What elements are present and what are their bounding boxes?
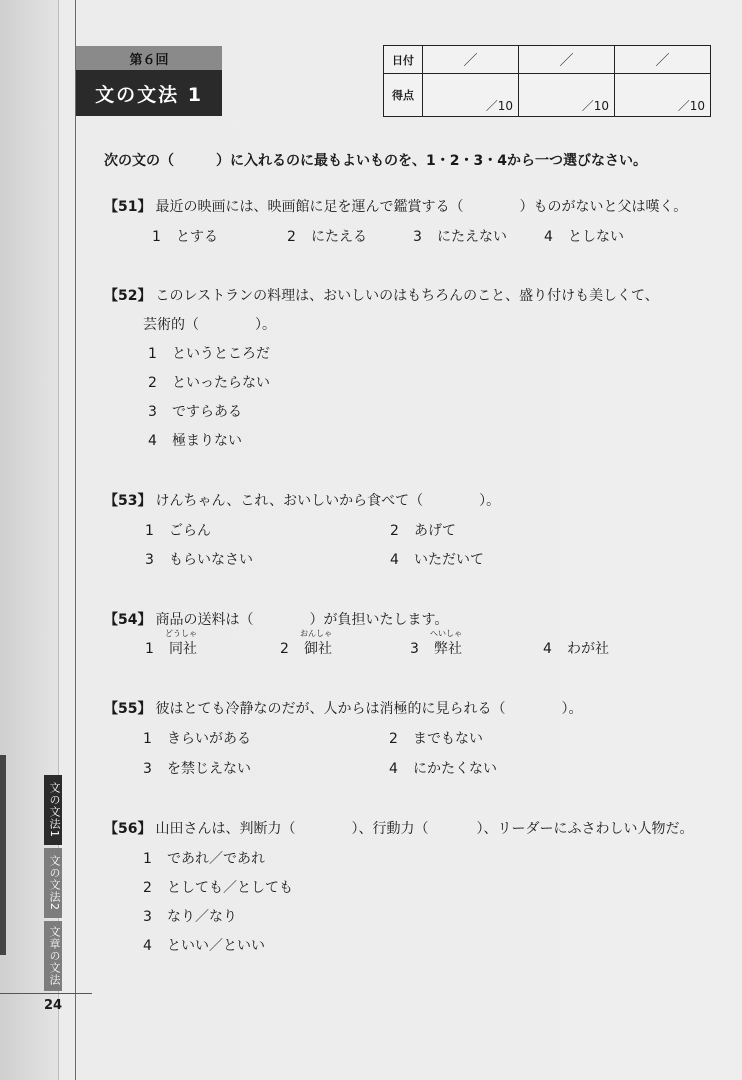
option-54-4[interactable]: 4 わが社 xyxy=(543,641,609,657)
option-54-3[interactable]: 3 へいしゃ 弊社 xyxy=(410,629,462,657)
side-tab-grammar-2[interactable]: 文の文法2 xyxy=(44,848,62,918)
date-label: 日付 xyxy=(384,46,423,74)
margin-line xyxy=(75,0,76,1080)
option-54-2[interactable]: 2 おんしゃ 御社 xyxy=(280,629,332,657)
side-tab-text-grammar[interactable]: 文章の文法 xyxy=(44,921,62,991)
question-number: 【54】 xyxy=(104,612,152,628)
lesson-title: 文の文法 1 xyxy=(76,70,222,116)
question-51: 【51】 最近の映画には、映画館に足を運んで鑑賞する（ ）ものがないと父は嘆く。 xyxy=(104,199,688,215)
option-52-2[interactable]: 2 といったらない xyxy=(148,375,270,391)
date-cell-2[interactable]: ／ xyxy=(519,46,615,74)
option-52-1[interactable]: 1 というところだ xyxy=(148,346,270,362)
question-52-line-2: 芸術的（ ）。 xyxy=(143,317,276,333)
option-54-1[interactable]: 1 どうしゃ 同社 xyxy=(145,629,197,657)
lesson-number: 第６回 xyxy=(76,46,222,70)
furigana: どうしゃ xyxy=(165,629,197,638)
furigana: おんしゃ xyxy=(300,629,332,638)
option-53-4[interactable]: 4 いただいて xyxy=(390,552,484,568)
option-53-1[interactable]: 1 ごらん xyxy=(145,523,211,539)
question-number: 【53】 xyxy=(104,493,152,509)
option-52-4[interactable]: 4 極まりない xyxy=(148,433,242,449)
question-number: 【56】 xyxy=(104,821,152,837)
question-53: 【53】 けんちゃん、これ、おいしいから食べて（ ）。 xyxy=(104,493,501,509)
option-53-2[interactable]: 2 あげて xyxy=(390,523,456,539)
question-54: 【54】 商品の送料は（ ）が負担いたします。 xyxy=(104,612,449,628)
question-56: 【56】 山田さんは、判断力（ ）、行動力（ ）、リーダーにふさわしい人物だ。 xyxy=(104,821,694,837)
side-bar xyxy=(0,755,6,955)
question-55: 【55】 彼はとても冷静なのだが、人からは消極的に見られる（ ）。 xyxy=(104,701,583,717)
side-tab-grammar-1[interactable]: 文の文法1 xyxy=(44,775,62,845)
option-51-3[interactable]: 3 にたえない xyxy=(413,229,507,245)
option-55-4[interactable]: 4 にかたくない xyxy=(389,761,497,777)
option-55-3[interactable]: 3 を禁じえない xyxy=(143,761,251,777)
score-cell-2[interactable]: ／10 xyxy=(519,74,615,117)
date-cell-1[interactable]: ／ xyxy=(423,46,519,74)
question-number: 【52】 xyxy=(104,288,152,304)
score-table xyxy=(383,45,711,117)
date-cell-3[interactable]: ／ xyxy=(615,46,711,74)
page-binding xyxy=(0,0,59,1080)
option-53-3[interactable]: 3 もらいなさい xyxy=(145,552,253,568)
score-cell-3[interactable]: ／10 xyxy=(615,74,711,117)
instructions: 次の文の（ ）に入れるのに最もよいものを、1・2・3・4から一つ選びなさい。 xyxy=(104,153,647,169)
question-number: 【55】 xyxy=(104,701,152,717)
page-number: 24 xyxy=(44,998,63,1013)
option-51-4[interactable]: 4 としない xyxy=(544,229,624,245)
option-51-2[interactable]: 2 にたえる xyxy=(287,229,367,245)
option-56-4[interactable]: 4 といい／といい xyxy=(143,938,265,954)
option-55-1[interactable]: 1 きらいがある xyxy=(143,731,251,747)
option-56-1[interactable]: 1 であれ／であれ xyxy=(143,851,265,867)
question-52: 【52】 このレストランの料理は、おいしいのはもちろんのこと、盛り付けも美しくて、 xyxy=(104,288,659,304)
score-label: 得点 xyxy=(384,74,423,117)
option-51-1[interactable]: 1 とする xyxy=(152,229,218,245)
furigana: へいしゃ xyxy=(430,629,462,638)
lesson-header xyxy=(76,46,222,116)
score-cell-1[interactable]: ／10 xyxy=(423,74,519,117)
question-number: 【51】 xyxy=(104,199,152,215)
option-56-2[interactable]: 2 としても／としても xyxy=(143,880,293,896)
page-rule xyxy=(0,993,92,994)
option-56-3[interactable]: 3 なり／なり xyxy=(143,909,237,925)
option-55-2[interactable]: 2 までもない xyxy=(389,731,483,747)
option-52-3[interactable]: 3 ですらある xyxy=(148,404,242,420)
